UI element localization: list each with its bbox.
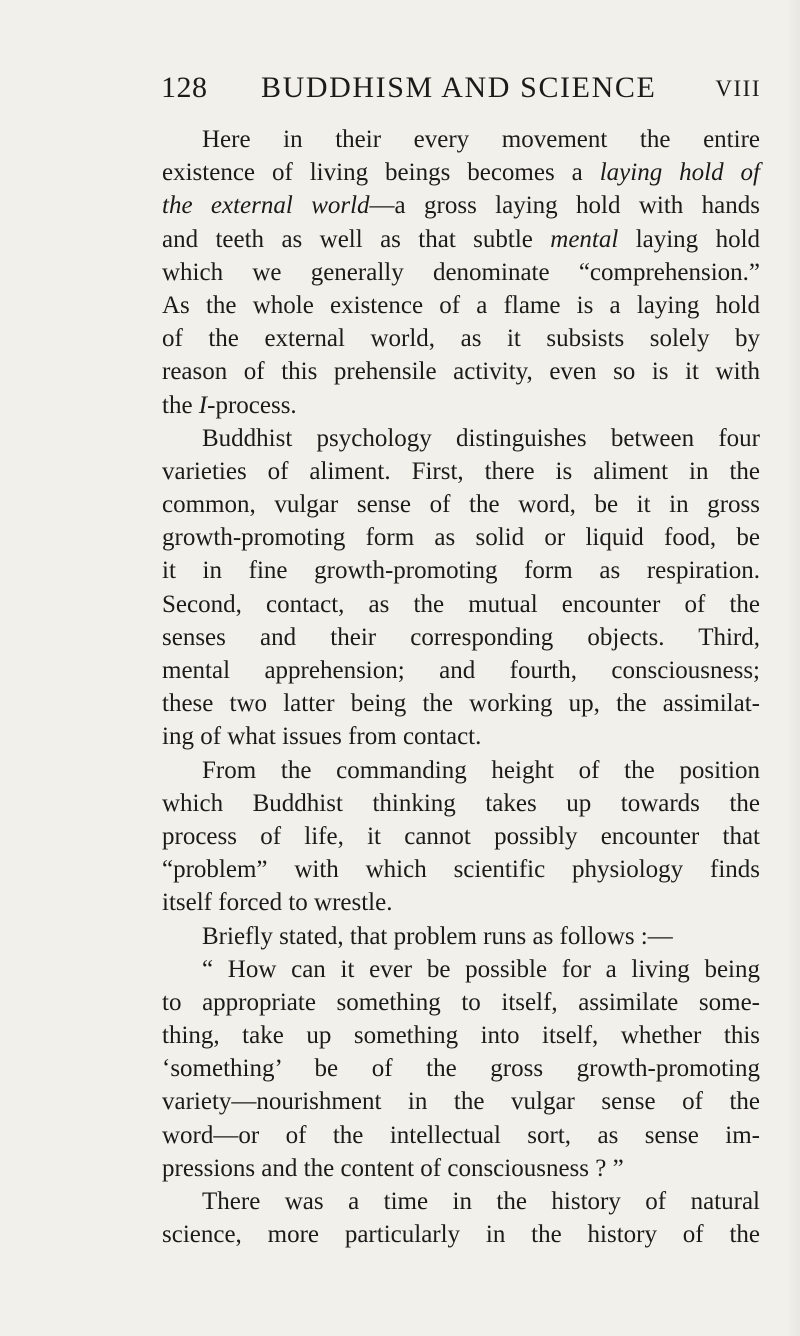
text-line [162, 953, 760, 986]
text-segment: —a gross laying hold with hands [369, 192, 760, 220]
text-segment: Here in their every movement the entire [202, 126, 760, 153]
text-line [162, 1152, 760, 1185]
text-line [162, 422, 760, 455]
text-line [162, 223, 760, 256]
text-line [162, 886, 760, 919]
text-segment: of the external world, as it subsists solely by [162, 325, 760, 353]
page-number: 128 [161, 71, 208, 104]
text-segment: reason of this prehensile activity, even so is it with [162, 358, 760, 386]
text-line [162, 488, 760, 521]
running-header [161, 66, 761, 110]
text-segment: “ How can it ever be possible for a living being [202, 955, 760, 983]
text-segment: pressions and the content of consciousness ? ” [162, 1154, 624, 1182]
text-segment: Briefly stated, that problem runs as follows :— [202, 922, 673, 950]
text-line [162, 1085, 760, 1118]
text-line [162, 986, 760, 1019]
text-segment: science, more particularly in the history of the [162, 1221, 760, 1249]
text-segment: ing of what issues from contact. [162, 723, 482, 751]
text-segment: senses and their corresponding objects. Third, [162, 623, 760, 651]
page-edge-shadow [786, 0, 800, 1336]
text-line [162, 521, 760, 554]
text-line [162, 1185, 760, 1218]
running-title: BUDDHISM AND SCIENCE [261, 71, 657, 104]
text-segment: Buddhist psychology distinguishes between four [202, 424, 760, 452]
text-line [162, 720, 760, 753]
text-segment: varieties of aliment. First, there is aliment in the [162, 457, 760, 485]
text-line [162, 787, 760, 820]
text-segment: variety—nourishment in the vulgar sense of the [162, 1088, 760, 1116]
italic-text: mental [550, 225, 619, 253]
text-segment: which Buddhist thinking takes up towards the [162, 789, 760, 817]
text-line [162, 687, 760, 720]
text-segment: and teeth as well as that subtle [162, 225, 551, 253]
text-segment: existence of living beings becomes a [162, 159, 600, 187]
text-segment: growth-promoting form as solid or liquid food, be [162, 524, 760, 552]
text-line [162, 1218, 760, 1251]
text-segment: mental apprehension; and fourth, consciousness; [162, 657, 760, 684]
text-line [162, 1052, 760, 1085]
text-segment: to appropriate something to itself, assimilate some- [162, 988, 760, 1016]
text-line [162, 920, 760, 953]
text-line [162, 1019, 760, 1052]
text-segment: “problem” with which scientific physiology finds [162, 856, 760, 884]
italic-text: I [198, 391, 208, 419]
text-line [162, 355, 760, 388]
text-line [162, 455, 760, 488]
text-line [162, 256, 760, 289]
text-segment: laying hold [618, 225, 761, 253]
italic-text: laying hold of [599, 159, 761, 187]
text-line [162, 1119, 760, 1152]
text-line [162, 189, 760, 222]
text-segment: As the whole existence of a flame is a laying hold [162, 291, 760, 319]
text-segment: process of life, it cannot possibly encounter that [162, 822, 760, 850]
text-line [162, 123, 760, 156]
text-segment: the [162, 391, 199, 419]
text-segment: From the commanding height of the position [202, 756, 760, 784]
text-line [162, 820, 760, 853]
text-segment: ‘something’ be of the gross growth-promoting [162, 1055, 760, 1083]
text-segment: itself forced to wrestle. [162, 889, 393, 917]
text-line [162, 754, 760, 787]
text-line [162, 156, 760, 189]
text-line [162, 588, 760, 621]
text-line [162, 389, 760, 422]
text-line [162, 289, 760, 322]
text-line [162, 853, 760, 886]
text-segment: it in fine growth-promoting form as respiration. [162, 557, 760, 585]
text-segment: Second, contact, as the mutual encounter of the [162, 590, 760, 618]
italic-text: the external world [162, 192, 370, 220]
text-segment: which we generally denominate “comprehension.” [162, 258, 760, 286]
text-segment: thing, take up something into itself, whether this [162, 1022, 760, 1050]
chapter-number: VIII [715, 76, 761, 101]
text-line [162, 322, 760, 355]
text-segment: these two latter being the working up, the assimilat- [162, 690, 760, 718]
text-segment: There was a time in the history of natural [202, 1188, 760, 1215]
text-line [162, 654, 760, 687]
text-segment: common, vulgar sense of the word, be it in gross [162, 491, 760, 519]
text-line [162, 621, 760, 654]
text-line [162, 554, 760, 587]
text-segment: -process. [207, 391, 297, 419]
body-text [162, 123, 760, 1251]
text-segment: word—or of the intellectual sort, as sense im- [162, 1121, 760, 1149]
